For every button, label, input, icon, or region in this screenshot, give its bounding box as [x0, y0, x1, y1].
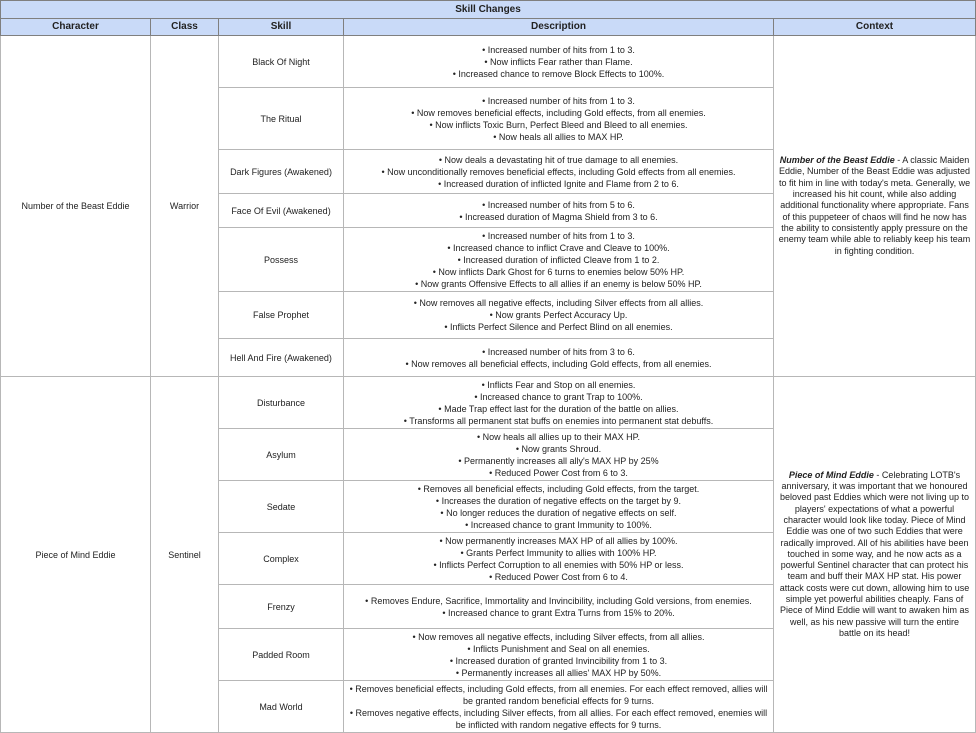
skill-name: Sedate: [219, 481, 344, 533]
skill-description: [344, 36, 774, 88]
description-line: • Increased duration of Magma Shield from 3 to 6.: [459, 211, 658, 222]
context-text: - Celebrating LOTB's anniversary, it was important that we honoured beloved past Eddies which were not living up to players' expectations of what a powerful character would look like today. Piece of Mind Eddie was one of two such Eddies that were radically improved. All of his abilities have been touched in some way, and he now acts as a powerful Sentinel character that can protect his team and buff their MAX HP stat. His power attack costs were cut down, allowing him to use simple yet powerful abilities cheaply. Fans of Piece of Mind Eddie will want to awaken him as well, as his new passive will turn the entire battle on its head!: [779, 469, 970, 638]
description-line: • Now deals a devastating hit of true damage to all enemies.: [438, 154, 679, 165]
description-line: • Now permanently increases MAX HP of all allies by 100%.: [439, 535, 678, 546]
table-title: Skill Changes: [1, 1, 976, 19]
description-line: • Increased chance to grant Extra Turns from 15% to 20%.: [442, 607, 675, 618]
description-line: • Increases the duration of negative effects on the target by 9.: [435, 495, 682, 506]
skill-description: [344, 585, 774, 629]
description-line: • Increased chance to grant Immunity to 100%.: [465, 519, 652, 530]
description-line: • Reduced Power Cost from 6 to 3.: [489, 467, 628, 478]
skill-name: Disturbance: [219, 377, 344, 429]
description-line: • Removes negative effects, including Silver effects, from all allies. For each effect removed, enemies will be inflicted with random negative effects for 9 turns.: [349, 707, 768, 730]
skill-name: Mad World: [219, 681, 344, 733]
skill-description: [344, 228, 774, 292]
description-line: • Transforms all permanent stat buffs on enemies into permanent stat debuffs.: [403, 415, 714, 426]
skill-name: The Ritual: [219, 88, 344, 150]
skill-description: [344, 629, 774, 681]
description-line: • Now grants Offensive Effects to all allies if an enemy is below 50% HP.: [415, 278, 702, 289]
context-cell: [774, 36, 976, 377]
skill-name: Hell And Fire (Awakened): [219, 339, 344, 377]
description-line: • Now grants Perfect Accuracy Up.: [489, 310, 628, 320]
description-line: • No longer reduces the duration of negative effects on self.: [440, 507, 677, 518]
description-line: • Now removes all negative effects, including Silver effects, from all allies.: [412, 631, 705, 642]
description-line: • Made Trap effect last for the duration of the battle on allies.: [438, 403, 679, 414]
character-class: Warrior: [151, 36, 219, 377]
table-row: [1, 36, 976, 88]
skill-name: Black Of Night: [219, 36, 344, 88]
skill-description: [344, 194, 774, 228]
description-line: • Now removes all beneficial effects, including Gold effects, from all enemies.: [405, 358, 712, 369]
context-text: - A classic Maiden Eddie, Number of the Beast Eddie was adjusted to fit him in line with today's meta. Generally, we increased his hit count, while also adding additional functionality where appropriate. Fans of this puppeteer of chaos will find he now has the ability to consistently apply pressure on the enemy team while able to reliably keep his team in fighting condition.: [778, 155, 971, 256]
context-cell: [774, 377, 976, 733]
skill-description: [344, 533, 774, 585]
description-line: • Increased chance to remove Block Effects to 100%.: [452, 68, 665, 79]
description-line: • Increased number of hits from 3 to 6.: [482, 346, 635, 357]
description-line: • Permanently increases all allies' MAX HP by 50%.: [455, 667, 662, 678]
description-line: • Now removes beneficial effects, including Gold effects, from all enemies.: [411, 107, 706, 118]
description-line: • Now inflicts Fear rather than Flame.: [484, 56, 633, 67]
description-line: • Now heals all allies up to their MAX HP.: [476, 431, 641, 442]
description-line: • Increased number of hits from 1 to 3.: [482, 230, 635, 241]
description-line: • Increased chance to grant Trap to 100%.: [474, 391, 643, 402]
skill-description: [344, 292, 774, 339]
skill-name: Possess: [219, 228, 344, 292]
description-line: • Now removes all negative effects, including Silver effects from all allies.: [413, 298, 704, 308]
header-context: Context: [774, 19, 976, 36]
description-line: • Inflicts Perfect Corruption to all enemies with 50% HP or less.: [433, 559, 684, 570]
skill-description: [344, 88, 774, 150]
description-line: • Increased number of hits from 1 to 3.: [482, 44, 635, 55]
skill-name: Dark Figures (Awakened): [219, 150, 344, 194]
skill-description: [344, 429, 774, 481]
description-line: • Reduced Power Cost from 6 to 4.: [489, 571, 628, 582]
description-line: • Removes all beneficial effects, including Gold effects, from the target.: [417, 483, 700, 494]
skill-name: Padded Room: [219, 629, 344, 681]
table-row: [1, 377, 976, 429]
header-class: Class: [151, 19, 219, 36]
description-line: • Increased number of hits from 5 to 6.: [482, 199, 635, 210]
description-line: • Removes Endure, Sacrifice, Immortality and Invincibility, including Gold versions, from enemies.: [365, 595, 752, 606]
header-skill: Skill: [219, 19, 344, 36]
description-line: • Increased duration of inflicted Ignite and Flame from 2 to 6.: [438, 178, 679, 189]
description-line: • Grants Perfect Immunity to allies with 100% HP.: [460, 547, 657, 558]
character-name: Piece of Mind Eddie: [1, 377, 151, 733]
description-line: • Now unconditionally removes beneficial effects, including Gold effects from all enemies.: [381, 166, 736, 177]
description-line: • Increased duration of granted Invincibility from 1 to 3.: [449, 655, 668, 666]
description-line: • Now inflicts Toxic Burn, Perfect Bleed and Bleed to all enemies.: [429, 119, 688, 130]
skill-name: Asylum: [219, 429, 344, 481]
description-line: • Increased chance to inflict Crave and Cleave to 100%.: [447, 242, 670, 253]
character-name: Number of the Beast Eddie: [1, 36, 151, 377]
description-line: • Inflicts Punishment and Seal on all enemies.: [467, 643, 650, 654]
description-line: • Now heals all allies to MAX HP.: [493, 131, 624, 142]
skill-description: [344, 339, 774, 377]
character-class: Sentinel: [151, 377, 219, 733]
description-line: • Now inflicts Dark Ghost for 6 turns to enemies below 50% HP.: [432, 266, 685, 277]
skill-name: Complex: [219, 533, 344, 585]
description-line: • Increased duration of inflicted Cleave from 1 to 2.: [457, 254, 660, 265]
skill-description: [344, 150, 774, 194]
description-line: • Removes beneficial effects, including Gold effects, from all enemies. For each effect removed, allies will be granted random beneficial effects for 9 turns.: [349, 683, 768, 706]
description-line: • Now grants Shroud.: [515, 443, 602, 454]
skill-description: [344, 681, 774, 733]
description-line: • Permanently increases all ally's MAX HP by 25%: [458, 455, 659, 466]
skill-description: [344, 481, 774, 533]
skill-name: Frenzy: [219, 585, 344, 629]
header-character: Character: [1, 19, 151, 36]
description-line: • Inflicts Fear and Stop on all enemies.: [481, 379, 636, 390]
header-description: Description: [344, 19, 774, 36]
skill-name: False Prophet: [219, 292, 344, 339]
skill-name: Face Of Evil (Awakened): [219, 194, 344, 228]
description-line: • Inflicts Perfect Silence and Perfect Blind on all enemies.: [444, 322, 673, 332]
context-character-name: Piece of Mind Eddie: [788, 469, 874, 480]
skill-description: [344, 377, 774, 429]
description-line: • Increased number of hits from 1 to 3.: [482, 95, 635, 106]
context-character-name: Number of the Beast Eddie: [779, 155, 895, 166]
